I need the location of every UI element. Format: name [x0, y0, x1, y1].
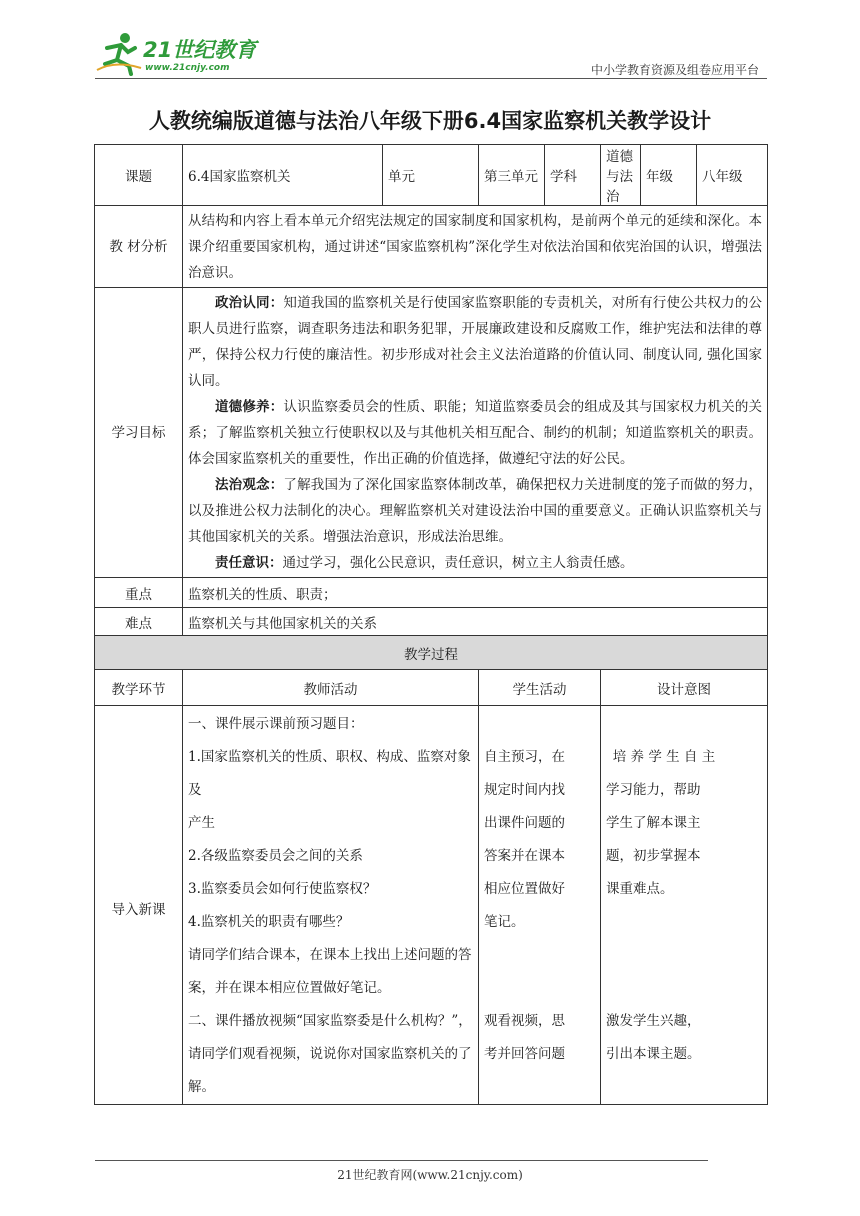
process-header-row: [95, 670, 768, 706]
objective-item: 责任意识：通过学习，强化公民意识，责任意识，树立主人翁责任感。: [215, 554, 634, 571]
header-intent: 设计意图: [601, 670, 768, 706]
subject-label: 学科: [545, 145, 601, 206]
key-row: [95, 578, 768, 608]
difficult-row: [95, 608, 768, 636]
key-text: 监察机关的性质、职责；: [183, 578, 768, 608]
objectives-row: [95, 288, 768, 578]
objectives-text: [183, 288, 768, 578]
analysis-text: 从结构和内容上看本单元介绍宪法规定的国家制度和国家机构，是前两个单元的延续和深化。本课介绍重要国家机构，通过讲述“国家监察机构”深化学生对依法治国和依宪治国的认识，增强法治意识。: [183, 206, 768, 288]
objective-item: 法治观念：了解我国为了深化国家监察体制改革，确保把权力关进制度的笼子而做的努力，以及推进公权力法制化的决心。理解监察机关对建设法治中国的重要意义。正确认识监察机关与其他国家机关的关系。增强法治意识，形成法治思维。: [188, 476, 763, 545]
process-title: 教学过程: [95, 636, 768, 670]
info-row: [95, 145, 768, 206]
lesson-plan-table: [94, 144, 768, 1105]
grade-label: 年级: [641, 145, 697, 206]
process-row: [95, 706, 768, 1105]
topic-label: 课题: [95, 145, 183, 206]
teacher-activity: 一、课件展示课前预习题目： 1.国家监察机关的性质、职权、构成、监察对象及 产生 2.各级监察委员会之间的关系 3.监察委员会如何行使监察权？ 4.监察机关的职责有哪些？ 请同学们结合课本，在课本上找出上述问题的答 案，并在课本相应位置做好笔记。 二、课件播放视频“国家监察委是什么机构？”， 请同学们观看视频，说说你对国家监察机关的了 解。: [183, 706, 479, 1105]
key-label: 重点: [95, 578, 183, 608]
logo-url: www.21cnjy.com: [145, 63, 230, 73]
footer-divider: [95, 1160, 708, 1161]
header-teacher: 教师活动: [183, 670, 479, 706]
topic-value: 6.4国家监察机关: [183, 145, 383, 206]
platform-name: 中小学教育资源及组卷应用平台: [590, 63, 759, 77]
analysis-label: 教 材分析: [95, 206, 183, 288]
subject-value: 道德与法治: [601, 145, 641, 206]
difficult-text: 监察机关与其他国家机关的关系: [183, 608, 768, 636]
objective-item: 道德修养：认识监察委员会的性质、职能；知道监察委员会的组成及其与国家权力机关的关系；了解监察机关独立行使职权以及与其他机关相互配合、制约的机制；知道监察机关的职责。体会国家监察机关的重要性，作出正确的价值选择，做遵纪守法的好公民。: [188, 398, 763, 467]
objectives-label: 学习目标: [95, 288, 183, 578]
grade-value: 八年级: [697, 145, 768, 206]
unit-label: 单元: [383, 145, 479, 206]
analysis-row: [95, 206, 768, 288]
header-divider: [95, 78, 767, 79]
header-stage: 教学环节: [95, 670, 183, 706]
design-intent: 培 养 学 生 自 主 学习能力，帮助 学生了解本课主 题，初步掌握本 课重难点。 激发学生兴趣， 引出本课主题。: [601, 706, 768, 1105]
logo: [95, 30, 265, 76]
stage-cell: 导入新课: [95, 706, 183, 1105]
page-header: [95, 30, 767, 78]
process-title-row: [95, 636, 768, 670]
footer-text: 21世纪教育网(www.21cnjy.com): [337, 1168, 523, 1182]
difficult-label: 难点: [95, 608, 183, 636]
runner-logo-icon: [95, 30, 143, 76]
unit-value: 第三单元: [479, 145, 545, 206]
logo-text: 21世纪教育: [143, 38, 257, 62]
student-activity: 自主预习，在 规定时间内找 出课件问题的 答案并在课本 相应位置做好 笔记。 观看视频，思 考并回答问题: [479, 706, 601, 1105]
objective-item: 政治认同：知道我国的监察机关是行使国家监察职能的专责机关，对所有行使公共权力的公职人员进行监察，调查职务违法和职务犯罪，开展廉政建设和反腐败工作，维护宪法和法律的尊严，保持公权力行使的廉洁性。初步形成对社会主义法治道路的价值认同、制度认同, 强化国家认同。: [188, 294, 763, 389]
document-title: 人教统编版道德与法治八年级下册6.4国家监察机关教学设计: [148, 109, 712, 133]
header-student: 学生活动: [479, 670, 601, 706]
